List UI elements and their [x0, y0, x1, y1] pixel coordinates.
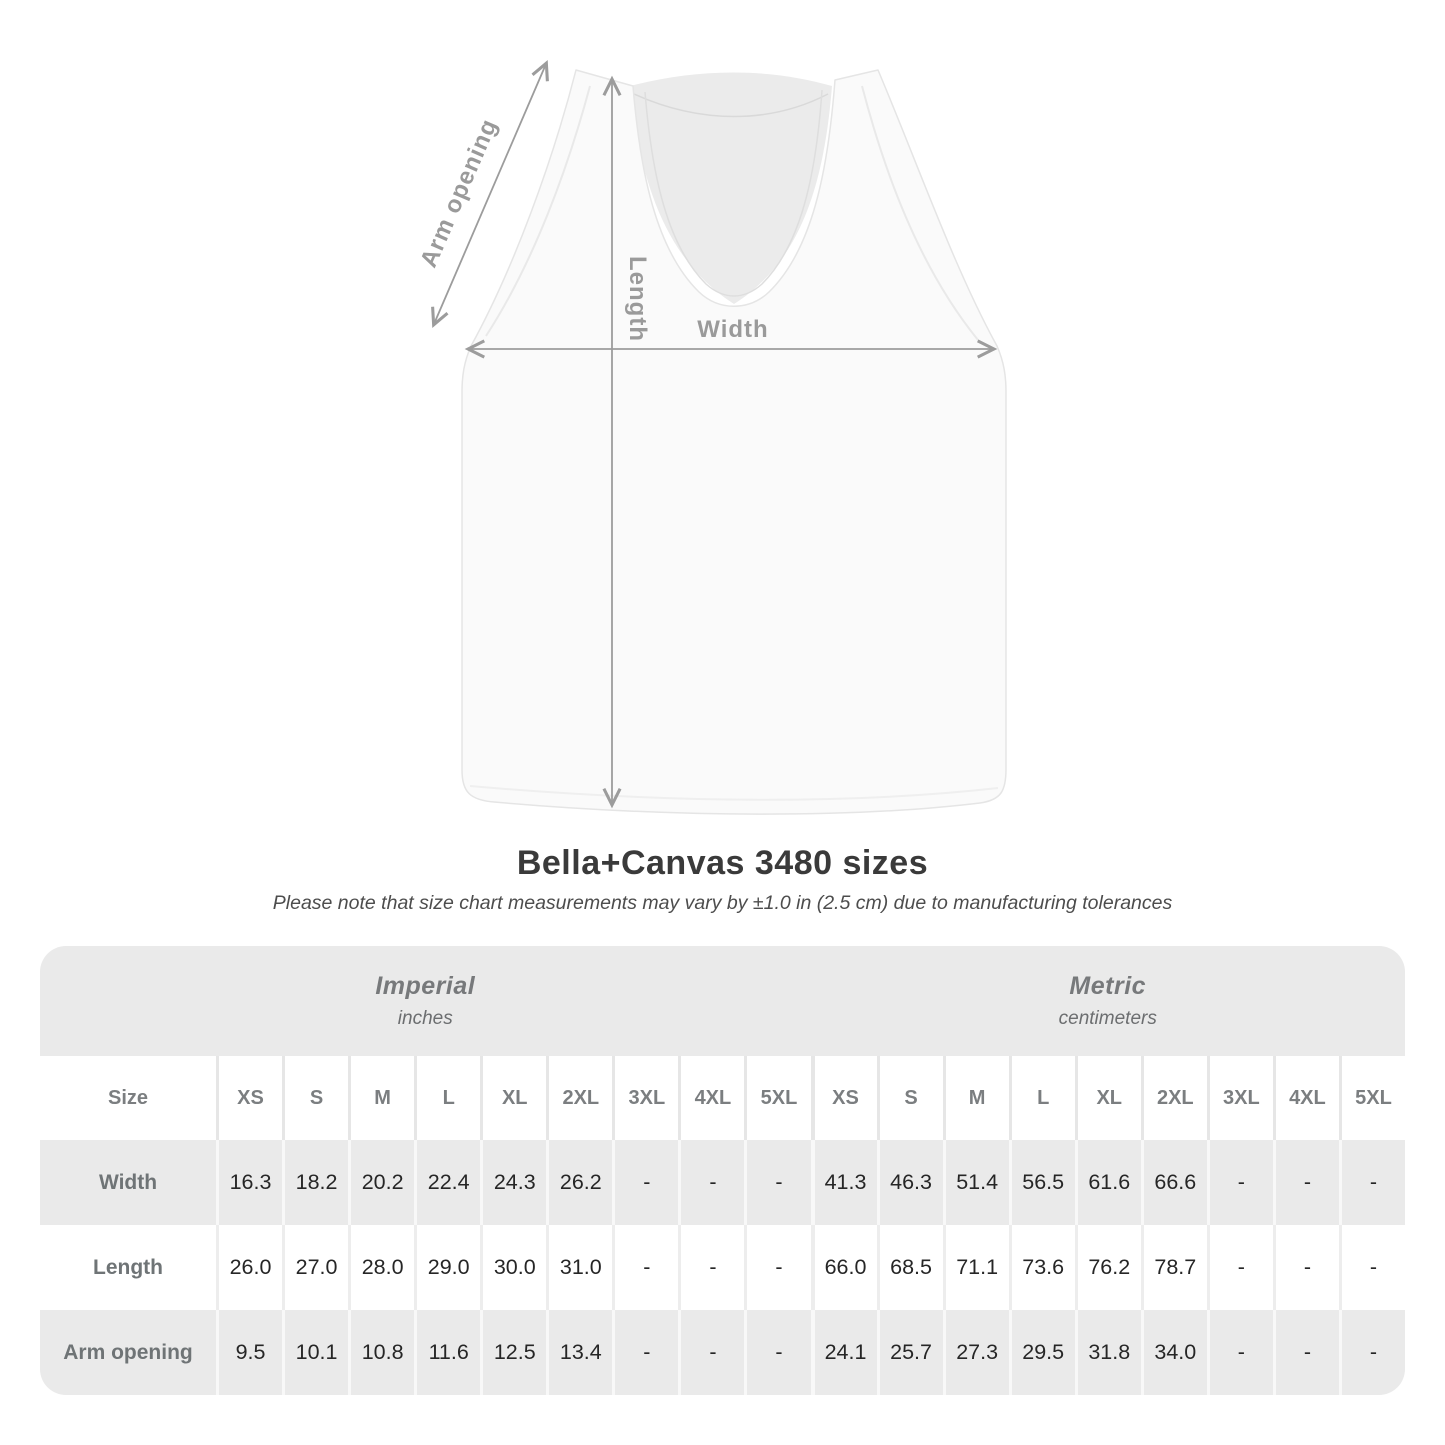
measurement-cell: 31.0 [546, 1225, 612, 1310]
measurement-cell: - [1207, 1310, 1273, 1395]
size-column-header: 3XL [612, 1056, 678, 1140]
measurement-cell: - [612, 1310, 678, 1395]
measurement-cell: 29.5 [1009, 1310, 1075, 1395]
measurement-cell: 46.3 [877, 1140, 943, 1225]
measurement-cell: 10.8 [348, 1310, 414, 1395]
size-column-header: 5XL [744, 1056, 810, 1140]
metric-unit: centimeters [1058, 1008, 1157, 1029]
measurement-cell: 18.2 [282, 1140, 348, 1225]
measurement-cell: - [744, 1140, 810, 1225]
size-column-header: XS [811, 1056, 877, 1140]
measurement-cell: 51.4 [943, 1140, 1009, 1225]
measurement-cell: 31.8 [1075, 1310, 1141, 1395]
tolerance-note: Please note that size chart measurements may vary by ±1.0 in (2.5 cm) due to manufacturing tolerances [272, 892, 1173, 914]
size-column-header: 3XL [1207, 1056, 1273, 1140]
measurement-cell: 26.0 [216, 1225, 282, 1310]
measurement-cell: 9.5 [216, 1310, 282, 1395]
metric-group-header [811, 946, 1406, 1056]
measurement-cell: - [1273, 1140, 1339, 1225]
length-label: Length [624, 256, 651, 342]
size-column-header: XS [216, 1056, 282, 1140]
measurement-cell: 78.7 [1141, 1225, 1207, 1310]
row-label: Length [93, 1255, 163, 1279]
measurement-cell: - [1339, 1225, 1405, 1310]
measurement-cell: 10.1 [282, 1310, 348, 1395]
measurement-cell: - [1207, 1140, 1273, 1225]
measurement-cell: - [1339, 1140, 1405, 1225]
metric-label: Metric [1069, 972, 1147, 1000]
measurement-rows [40, 1140, 1405, 1395]
size-column-header: L [1009, 1056, 1075, 1140]
measurement-cell: 71.1 [943, 1225, 1009, 1310]
row-label: Arm opening [63, 1340, 193, 1364]
measurement-cell: 11.6 [414, 1310, 480, 1395]
measurement-cell: 61.6 [1075, 1140, 1141, 1225]
size-column-header: M [943, 1056, 1009, 1140]
size-column-header: M [348, 1056, 414, 1140]
measurement-cell: - [612, 1225, 678, 1310]
measurement-cell: 76.2 [1075, 1225, 1141, 1310]
measurement-cell: 73.6 [1009, 1225, 1075, 1310]
size-column-header: XL [1075, 1056, 1141, 1140]
measurement-cell: - [678, 1225, 744, 1310]
measurement-cell: - [1207, 1225, 1273, 1310]
size-column-header: 4XL [1273, 1056, 1339, 1140]
size-corner-header: Size [107, 1086, 149, 1109]
measurement-cell: - [678, 1140, 744, 1225]
page-title: Bella+Canvas 3480 sizes [516, 844, 929, 882]
size-column-header: S [282, 1056, 348, 1140]
measurement-cell: 27.0 [282, 1225, 348, 1310]
table-row [40, 1140, 1405, 1225]
measurement-cell: 26.2 [546, 1140, 612, 1225]
table-row [40, 1225, 1405, 1310]
measurement-cell: 66.0 [811, 1225, 877, 1310]
measurement-cell: 28.0 [348, 1225, 414, 1310]
size-column-header: 2XL [546, 1056, 612, 1140]
imperial-unit: inches [397, 1008, 453, 1029]
measurement-cell: - [744, 1225, 810, 1310]
measurement-cell: 16.3 [216, 1140, 282, 1225]
arm-opening-label: Arm opening [415, 114, 504, 272]
size-header-row [40, 1056, 1405, 1140]
measurement-cell: - [744, 1310, 810, 1395]
size-column-header: 2XL [1141, 1056, 1207, 1140]
measurement-cell: 22.4 [414, 1140, 480, 1225]
size-column-header: XL [480, 1056, 546, 1140]
measurement-cell: 24.1 [811, 1310, 877, 1395]
measurement-cell: - [1339, 1310, 1405, 1395]
measurement-cell: 27.3 [943, 1310, 1009, 1395]
width-label: Width [697, 316, 769, 343]
unit-group-band [40, 946, 1405, 1056]
measurement-cell: - [612, 1140, 678, 1225]
size-chart-table [40, 946, 1405, 1395]
measurement-cell: 29.0 [414, 1225, 480, 1310]
size-column-header: 5XL [1339, 1056, 1405, 1140]
measurement-cell: 66.6 [1141, 1140, 1207, 1225]
measurement-cell: 68.5 [877, 1225, 943, 1310]
row-label: Width [98, 1170, 158, 1194]
measurement-cell: 13.4 [546, 1310, 612, 1395]
table-row [40, 1310, 1405, 1395]
size-column-header: S [877, 1056, 943, 1140]
measurement-cell: 20.2 [348, 1140, 414, 1225]
measurement-cell: 34.0 [1141, 1310, 1207, 1395]
measurement-cell: - [678, 1310, 744, 1395]
imperial-group-header [40, 946, 811, 1056]
measurement-cell: 56.5 [1009, 1140, 1075, 1225]
measurement-cell: 12.5 [480, 1310, 546, 1395]
measurement-cell: 41.3 [811, 1140, 877, 1225]
size-column-header: 4XL [678, 1056, 744, 1140]
measurement-cell: 25.7 [877, 1310, 943, 1395]
measurement-cell: 24.3 [480, 1140, 546, 1225]
imperial-label: Imperial [375, 972, 476, 1000]
size-column-header: L [414, 1056, 480, 1140]
measurement-cell: 30.0 [480, 1225, 546, 1310]
measurement-cell: - [1273, 1225, 1339, 1310]
measurement-cell: - [1273, 1310, 1339, 1395]
